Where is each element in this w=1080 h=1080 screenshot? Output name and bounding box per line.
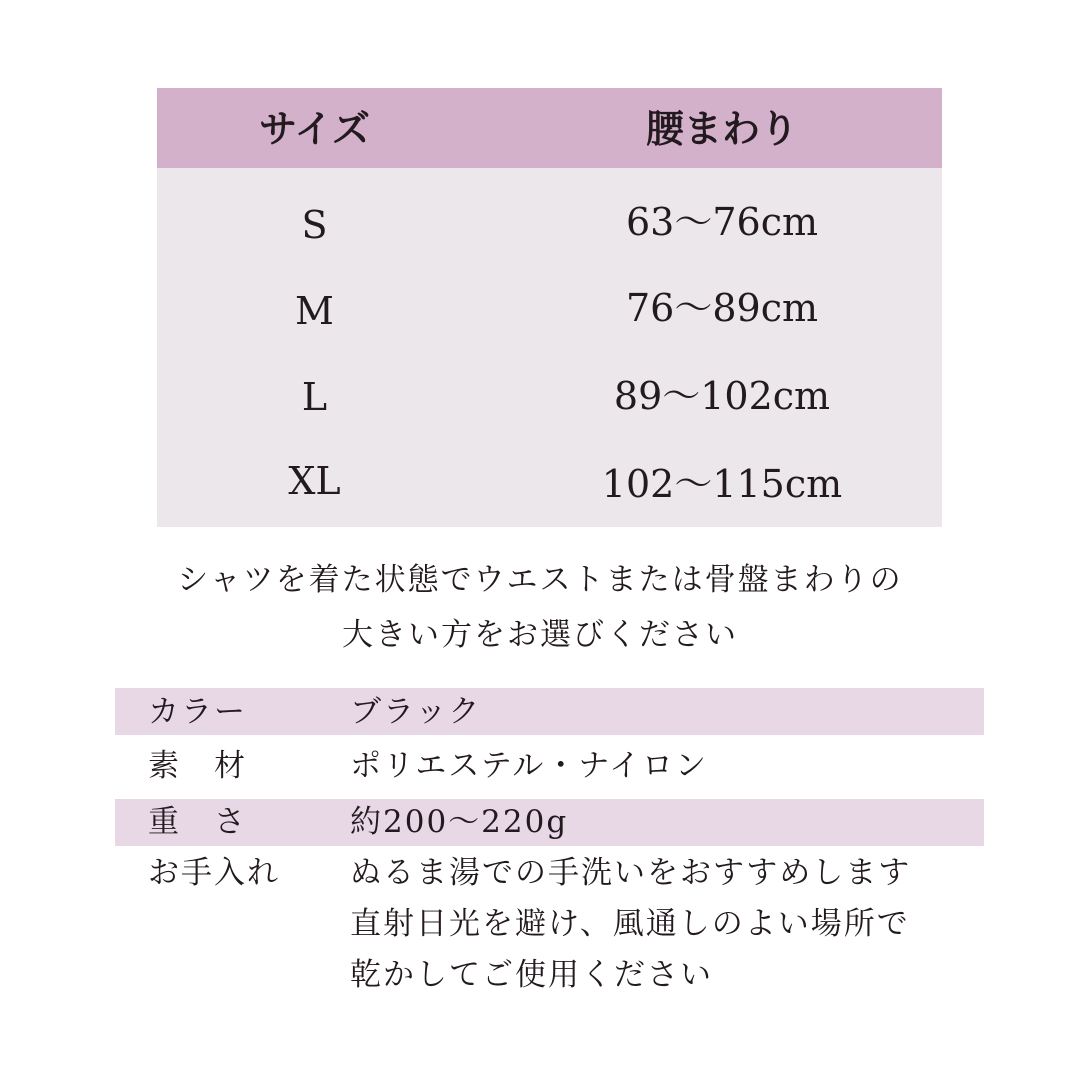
waist-range: 63〜76cm [625,200,819,244]
waist-range: 76〜89cm [625,286,819,330]
size-label: XL [288,459,341,503]
waist-range: 102〜115cm [601,462,843,506]
fit-note-line-1: シャツを着た状態でウエストまたは骨盤まわりの [177,562,903,598]
waist-column-header: 腰まわり [645,106,798,151]
fit-note-line-2: 大きい方をお選びください [342,617,738,653]
size-label: S [301,203,328,247]
spec-value: 約200〜220g [350,804,569,840]
spec-label: 重 さ [148,804,247,840]
size-column-header: サイズ [259,106,370,151]
spec-label: カラー [148,694,247,730]
waist-range: 89〜102cm [613,374,831,418]
spec-label: 素 材 [148,748,247,784]
size-table [157,88,942,527]
care-line: ぬるま湯での手洗いをおすすめします [350,855,912,891]
size-label: L [301,375,328,419]
size-table-header [157,88,942,168]
spec-value: ポリエステル・ナイロン [350,748,709,784]
spec-label: お手入れ [148,855,280,891]
size-label: M [295,289,334,333]
care-line: 乾かしてご使用ください [350,957,713,993]
care-line: 直射日光を避け、風通しのよい場所で [350,906,910,942]
spec-value: ブラック [350,694,482,730]
